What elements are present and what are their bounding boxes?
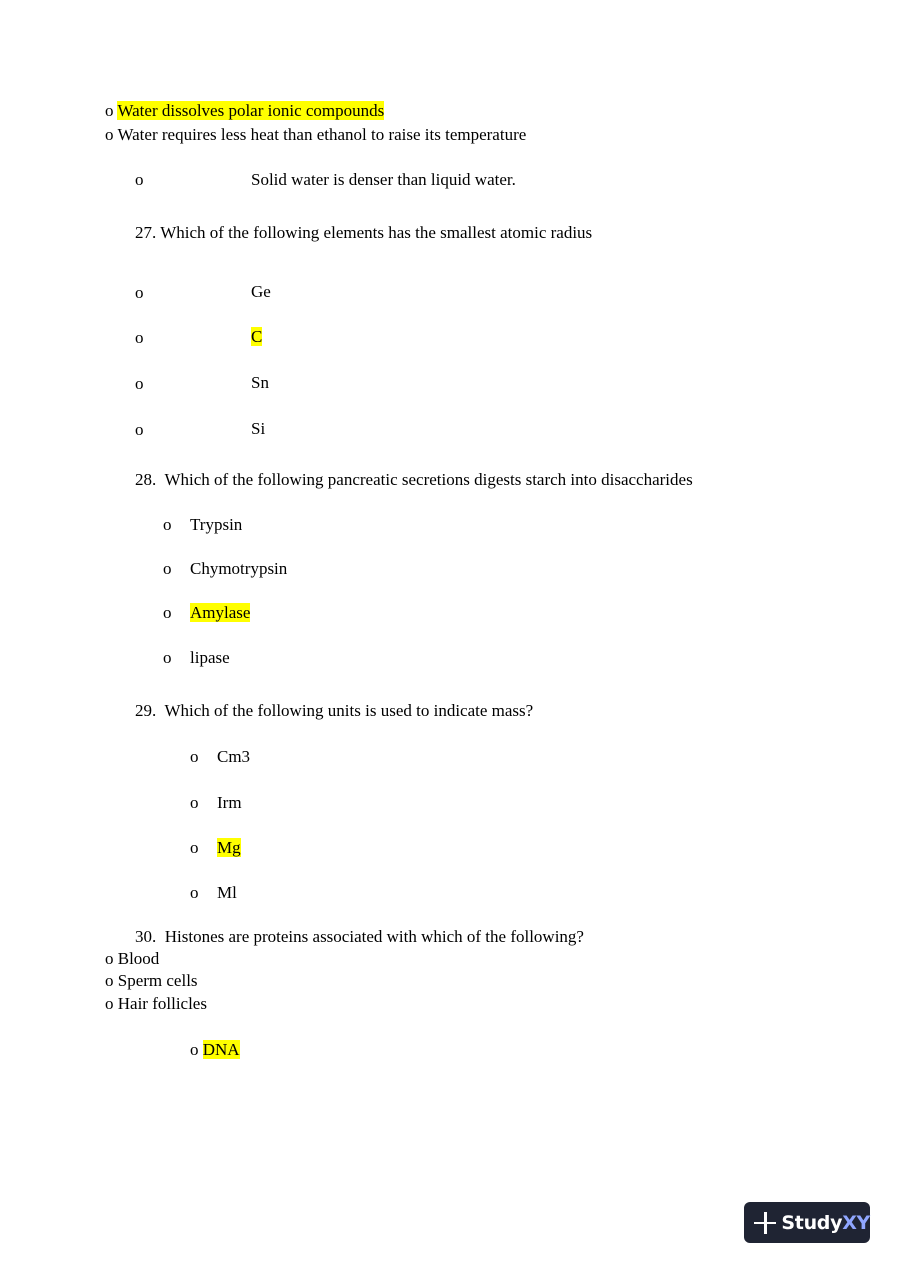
option-text: Chymotrypsin [190,559,288,578]
answer-option [190,882,237,904]
option-text: Ml [217,883,237,902]
option-text: Trypsin [190,515,243,534]
brand-accent-text: XY [842,1211,870,1234]
option-text-correct: DNA [202,1040,240,1059]
bullet: o [105,101,114,120]
option-text: Sn [251,373,269,392]
option-text-correct: Mg [217,838,241,857]
answer-option [105,993,207,1015]
option-text: Water requires less heat than ethanol to raise its temperature [117,125,527,144]
answer-option [190,1039,240,1061]
answer-option [190,837,241,859]
question-number: 29. [135,701,157,720]
question-number: 30. [135,927,157,946]
bullet: o [190,1040,199,1059]
highlighted-answer: C [251,327,263,346]
answer-option [105,948,159,970]
bullet: o [190,838,199,857]
question-30 [135,926,584,948]
answer-option [190,746,250,768]
question-29 [135,700,533,722]
option-text: Irm [217,793,242,812]
answer-option [190,792,242,814]
question-number: 28. [135,470,157,489]
option-text: lipase [190,648,230,667]
option-text-correct: Amylase [190,603,251,622]
option-text: Solid water is denser than liquid water. [251,170,516,189]
option-text-correct: Water dissolves polar ionic compounds [117,101,385,120]
answer-option [105,124,526,146]
studyxy-logo-badge [744,1202,870,1243]
answer-option [163,558,287,580]
bullet: o [190,793,199,812]
question-text: Which of the following elements has the smallest atomic radius [160,223,593,242]
bullet: o [163,603,172,622]
answer-option [163,514,242,536]
answer-option [163,602,250,624]
bullet: o [105,971,114,990]
option-text: Cm3 [217,747,251,766]
option-text: Blood [117,949,160,968]
answer-option [105,100,384,122]
option-text: Sperm cells [117,971,198,990]
bullet: o [105,949,114,968]
bullet: o [163,648,172,667]
bullet: o [105,125,114,144]
question-number: 27. [135,223,157,242]
question-text: Which of the following pancreatic secretions digests starch into disaccharides [164,470,693,489]
bullet: o [163,559,172,578]
option-text-correct [251,326,262,348]
bullet: o [135,374,144,393]
answer-option [163,647,230,669]
option-text: Ge [251,282,271,301]
option-text: Hair follicles [117,994,207,1013]
bullet: o [135,328,144,347]
answer-option [105,970,198,992]
bullet: o [163,515,172,534]
bullet: o [135,420,144,439]
question-27 [135,222,592,244]
bullet: o [190,883,199,902]
question-28 [135,469,693,491]
plus-icon [754,1212,775,1234]
bullet: o [190,747,199,766]
bullet: o [105,994,114,1013]
bullet: o [135,283,144,302]
brand-text: Study [781,1211,843,1234]
option-text: Si [251,419,266,438]
question-text: Which of the following units is used to indicate mass? [164,701,534,720]
question-text: Histones are proteins associated with which of the following? [164,927,584,946]
brand-name [781,1212,870,1234]
bullet: o [135,170,144,189]
